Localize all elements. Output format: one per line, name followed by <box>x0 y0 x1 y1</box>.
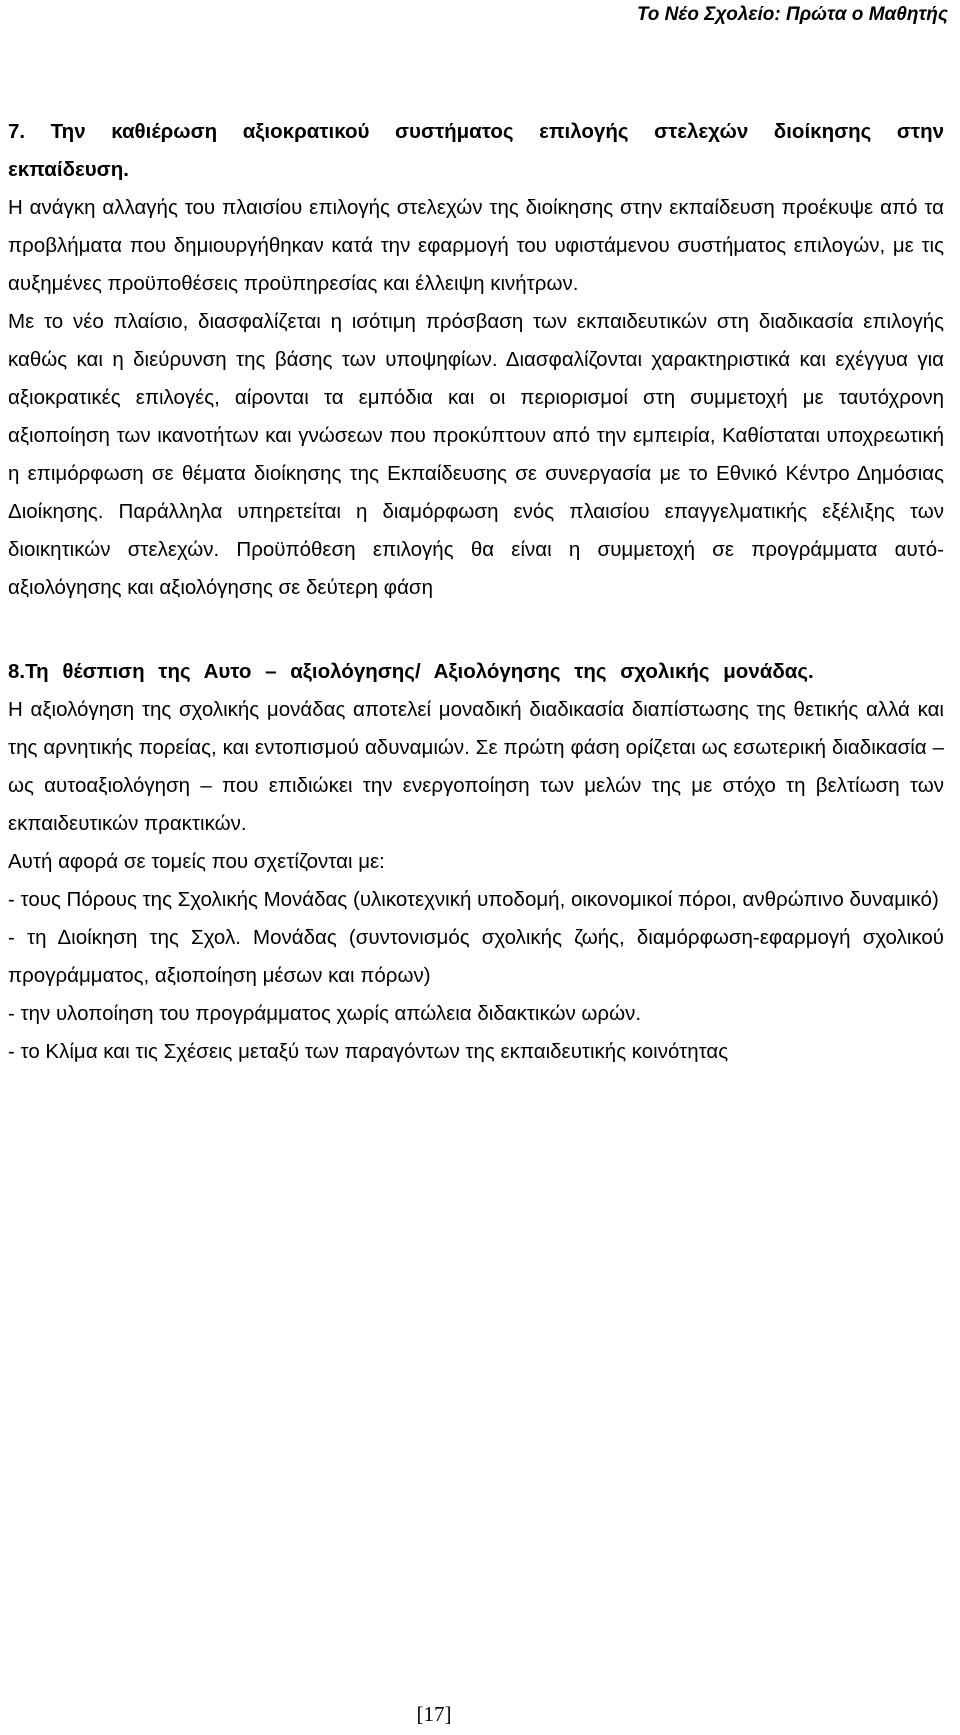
section-7-paragraph: Με το νέο πλαίσιο, διασφαλίζεται η ισότιμη πρόσβαση των εκπαιδευτικών στη διαδικασία επιλογής καθώς και η διεύρυνση της βάσης των υποψηφίων. Διασφαλίζονται χαρακτηριστικά και εχέγγυα για αξιοκρατικές επιλογές, αίρονται τα εμπόδια και οι περιορισμοί στη συμμετοχή με ταυτόχρονη αξιοποίηση των ικανοτήτων και γνώσεων που προκύπτουν από την εμπειρία, Καθίσταται υποχρεωτική η επιμόρφωση σε θέματα διοίκησης της Εκπαίδευσης σε συνεργασία με το Εθνικό Κέντρο Δημόσιας Διοίκησης. Παράλληλα υπηρετείται η διαμόρφωση ενός πλαισίου επαγγελματικής εξέλιξης των διοικητικών στελεχών. Προϋπόθεση επιλογής θα είναι η συμμετοχή σε προγράμματα αυτό- αξιολόγησης και αξιολόγησης σε δεύτερη φάση <box>8 310 944 599</box>
list-item: - τους Πόρους της Σχολικής Μονάδας (υλικοτεχνική υποδομή, οικονομικοί πόροι, ανθρώπινο δυναμικό) <box>8 888 939 911</box>
section-8-paragraph: Η αξιολόγηση της σχολικής μονάδας αποτελεί μοναδική διαδικασία διαπίστωσης της θετικής αλλά και της αρνητικής πορείας, και εντοπισμού αδυναμιών. Σε πρώτη φάση ορίζεται ως εσωτερική διαδικασία – ως αυτοαξιολόγηση – που επιδιώκει την ενεργοποίηση των μελών της με στόχο τη βελτίωση των εκπαιδευτικών πρακτικών. <box>8 698 944 835</box>
section-spacer <box>8 607 944 653</box>
section-7-paragraph: Η ανάγκη αλλαγής του πλαισίου επιλογής στελεχών της διοίκησης στην εκπαίδευση προέκυψε από τα προβλήματα που δημιουργήθηκαν κατά την εφαρμογή του υφιστάμενου συστήματος επιλογών, με τις αυξημένες προϋποθέσεις προϋπηρεσίας και έλλειψη κινήτρων. <box>8 196 944 295</box>
list-item: - τη Διοίκηση της Σχολ. Μονάδας (συντονισμός σχολικής ζωής, διαμόρφωση-εφαρμογή σχολικού προγράμματος, αξιοποίηση μέσων και πόρων) <box>8 926 944 987</box>
section-8-heading: 8.Τη θέσπιση της Αυτο – αξιολόγησης/ Αξιολόγησης της σχολικής μονάδας. <box>8 660 814 683</box>
list-item: - το Κλίμα και τις Σχέσεις μεταξύ των παραγόντων της εκπαιδευτικής κοινότητας <box>8 1040 729 1063</box>
document-body <box>8 113 944 1071</box>
section-7-heading: 7. Την καθιέρωση αξιοκρατικού συστήματος επιλογής στελεχών διοίκησης στην εκπαίδευση. <box>8 120 944 181</box>
page-number: [17] <box>416 1702 452 1726</box>
running-header: Το Νέο Σχολείο: Πρώτα ο Μαθητής <box>636 4 948 25</box>
section-8-intro: Αυτή αφορά σε τομείς που σχετίζονται με: <box>8 850 385 873</box>
list-item: - την υλοποίηση του προγράμματος χωρίς απώλεια διδακτικών ωρών. <box>8 1002 642 1025</box>
